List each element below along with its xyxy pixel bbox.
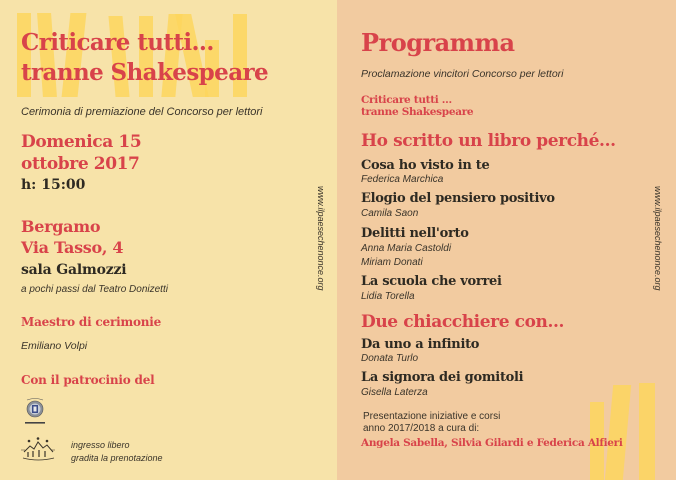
program-item-title: Delitti nell'orto (361, 226, 469, 241)
venue-note: a pochi passi dal Teatro Donizetti (21, 284, 168, 295)
program-item-author: Lidia Torella (361, 291, 415, 302)
program-subtitle: Proclamazione vincitori Concorso per lettori (361, 68, 564, 80)
event-street: Via Tasso, 4 (21, 238, 124, 257)
entry-info-line2: gradita la prenotazione (71, 453, 163, 463)
website-link-right[interactable]: www.ilpaesechenonce.org (653, 186, 663, 291)
program-item-author: Miriam Donati (361, 257, 423, 268)
program-item-title: La scuola che vorrei (361, 274, 502, 289)
program-title: Programma (361, 28, 515, 57)
event-date-line1: Domenica 15 (21, 132, 142, 152)
website-link-left[interactable]: www.ilpaesechenonce.org (316, 186, 326, 291)
presentation-line2: anno 2017/2018 a cura di: (363, 423, 480, 434)
left-panel (0, 0, 337, 480)
event-title-line2: tranne Shakespeare (21, 59, 269, 86)
right-panel (337, 0, 676, 480)
program-item-author: Gisella Laterza (361, 387, 428, 398)
event-venue: sala Galmozzi (21, 262, 127, 278)
comune-crest-logo (21, 398, 49, 426)
program-item-title: La signora dei gomitoli (361, 370, 524, 385)
event-title-line1: Criticare tutti... (21, 29, 214, 56)
program-item-author: Federica Marchica (361, 174, 444, 185)
section-heading-books: Ho scritto un libro perché... (361, 131, 616, 151)
presentation-line1: Presentazione iniziative e corsi (363, 411, 501, 422)
program-item-author: Donata Turlo (361, 353, 419, 364)
program-item-author: Camila Saon (361, 208, 419, 219)
program-item-title: Cosa ho visto in te (361, 158, 490, 173)
entry-info-line1: ingresso libero (71, 440, 130, 450)
program-event-title-line1: Criticare tutti ... (361, 94, 452, 106)
host-name: Emiliano Volpi (21, 340, 88, 352)
program-item-author: Anna Maria Castoldi (361, 243, 452, 254)
program-event-title-line2: tranne Shakespeare (361, 106, 474, 118)
patronage-label: Con il patrocinio del (21, 373, 155, 387)
curators: Angela Sabella, Silvia Gilardi e Federica Alfieri (361, 437, 623, 449)
section-heading-chats: Due chiacchiere con... (361, 312, 565, 332)
program-item-title: Da uno a infinito (361, 337, 480, 352)
event-city: Bergamo (21, 217, 101, 236)
host-label: Maestro di cerimonie (21, 315, 162, 329)
event-subtitle: Cerimonia di premiazione del Concorso per lettori (21, 106, 263, 118)
event-time: h: 15:00 (21, 177, 86, 193)
event-date-line2: ottobre 2017 (21, 154, 140, 174)
association-logo (20, 436, 56, 462)
program-item-title: Elogio del pensiero positivo (361, 191, 555, 206)
